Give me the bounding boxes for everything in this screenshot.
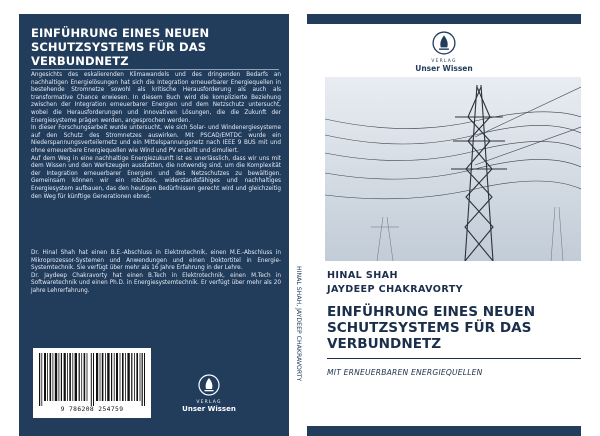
isbn-number: 9 786208 254759 bbox=[60, 406, 124, 413]
publisher-emblem-icon bbox=[432, 31, 456, 55]
power-pylon-photo bbox=[325, 77, 581, 261]
publisher-label: VERLAG bbox=[431, 59, 457, 64]
author-name: HINAL SHAH bbox=[327, 270, 398, 281]
front-bottom-band bbox=[307, 426, 581, 436]
subtitle: MIT ERNEUERBAREN ENERGIEQUELLEN bbox=[327, 368, 483, 377]
barcode-bars bbox=[39, 353, 145, 406]
publisher-emblem-icon bbox=[198, 374, 220, 396]
blurb-paragraph: Angesichts des eskalierenden Klimawandels und des dringenden Bedarfs an nachhaltigen Energielösungen hat sich die Integration erneuerbarer Energiequellen in bestehende Stromnetze sowohl als kritische Herausforderung als auch als transformative Chance erwiesen. In diesem Buch wird die komplizierte Beziehung zwischen der Integration erneuerbarer Energien und dem Netzschutz untersucht, wobei die Herausforderungen und innovativen Lösungen, die die Zukunft der Energiesysteme prägen werden, angesprochen werden. bbox=[31, 72, 281, 124]
publisher-name: Unser Wissen bbox=[415, 64, 473, 73]
spine-authors: HINAL SHAH, JAYDEEP CHAKRAVORTY bbox=[295, 266, 302, 382]
front-top-band bbox=[307, 14, 581, 24]
back-cover bbox=[19, 14, 289, 436]
author-bio: Dr. Hinal Shah hat einen B.E.-Abschluss in Elektrotechnik, einen M.E.-Abschluss in Mikroprozessor-Systemen und Anwendungen und einen Doktortitel in Energie-Systemtechnik. Sie verfügt über mehr als 16 Jahre Erfahrung in der Lehre. bbox=[31, 250, 281, 272]
publisher-name: Unser Wissen bbox=[182, 405, 236, 413]
publisher-label: VERLAG bbox=[196, 400, 222, 405]
author-bio: Dr. Jaydeep Chakravorty hat einen B.Tech in Elektrotechnik, einen M.Tech in Softwaretechnik und einen Ph.D. in Energiesystemtechnik. Er verfügt über mehr als 20 Jahre Lehrerfahrung. bbox=[31, 272, 281, 294]
front-cover bbox=[307, 14, 581, 436]
publisher-logo bbox=[404, 31, 484, 73]
divider bbox=[31, 69, 279, 70]
author-bios bbox=[31, 250, 281, 296]
spine bbox=[289, 14, 307, 436]
blurb-paragraph: Auf dem Weg in eine nachhaltige Energiezukunft ist es unerlässlich, dass wir uns mit dem Wissen und den Werkzeugen ausstatten, die notwendig sind, um die Komplexität der Integration erneuerbarer Energien und des Netzschutzes zu bewältigen. Gemeinsam können wir ein robustes, widerstandsfähiges und nachhaltiges Energiesystem aufbauen, das den heutigen Bedürfnissen gerecht wird und gleichzeitig den Weg für künftige Generationen ebnet. bbox=[31, 155, 281, 200]
book-cover bbox=[19, 14, 581, 436]
divider bbox=[327, 358, 581, 359]
back-cover-title: EINFÜHRUNG EINES NEUEN SCHUTZSYSTEMS FÜR DAS VERBUNDNETZ bbox=[31, 26, 210, 68]
author-name: JAYDEEP CHAKRAVORTY bbox=[327, 284, 464, 295]
blurb-paragraph: In dieser Forschungsarbeit wurde untersucht, wie sich Solar- und Windenergiesysteme auf den Schutz des Stromnetzes auswirken. Mit PSCAD/EMTDC wurde ein Niederspannungsverteilernetz und ein Mittelspannungsnetz nach IEEE 9 BUS mit und ohne erneuerbare Energiequellen wie Wind und PV erstellt und simuliert. bbox=[31, 125, 281, 154]
publisher-logo bbox=[169, 374, 249, 413]
front-cover-title: EINFÜHRUNG EINES NEUEN SCHUTZSYSTEMS FÜR DAS VERBUNDNETZ bbox=[327, 304, 536, 352]
blurb bbox=[31, 72, 281, 201]
barcode bbox=[33, 348, 151, 418]
